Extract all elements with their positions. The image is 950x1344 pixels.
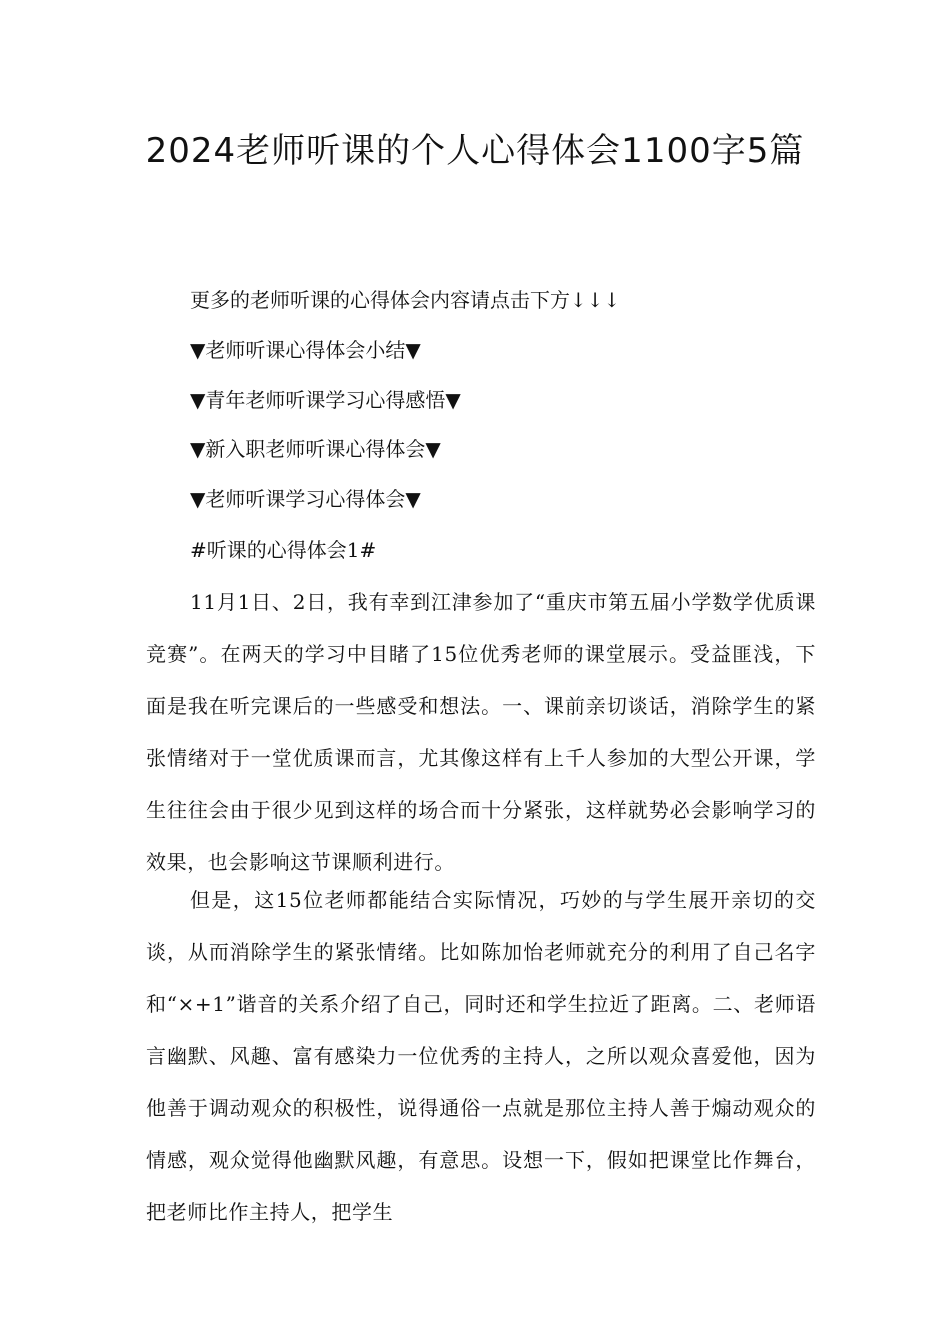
intro-text: 更多的老师听课的心得体会内容请点击下方↓↓↓ <box>190 288 621 312</box>
link-study[interactable]: ▼老师听课学习心得体会▼ <box>190 487 421 511</box>
paragraph-2: 但是，这15位老师都能结合实际情况，巧妙的与学生展开亲切的交谈，从而消除学生的紧张情绪。比如陈加怡老师就充分的利用了自己名字和“×+1”谐音的关系介绍了自己，同时还和学生拉近了距离。二、老师语言幽默、风趣、富有感染力一位优秀的主持人，之所以观众喜爱他，因为他善于调动观众的积极性，说得通俗一点就是那位主持人善于煽动观众的情感，观众觉得他幽默风趣，有意思。设想一下，假如把课堂比作舞台，把老师比作主持人，把学生 <box>146 888 816 1224</box>
document-title: 2024老师听课的个人心得体会1100字5篇 <box>145 131 805 171</box>
link-new-teacher[interactable]: ▼新入职老师听课心得体会▼ <box>190 437 441 461</box>
link-summary[interactable]: ▼老师听课心得体会小结▼ <box>190 338 421 362</box>
link-young-teacher[interactable]: ▼青年老师听课学习心得感悟▼ <box>190 388 461 412</box>
section-heading: #听课的心得体会1# <box>190 538 377 562</box>
paragraph-1: 11月1日、2日，我有幸到江津参加了“重庆市第五届小学数学优质课竞赛”。在两天的学习中目睹了15位优秀老师的课堂展示。受益匪浅，下面是我在听完课后的一些感受和想法。一、课前亲切谈话，消除学生的紧张情绪对于一堂优质课而言，尤其像这样有上千人参加的大型公开课，学生往往会由于很少见到这样的场合而十分紧张，这样就势必会影响学习的效果，也会影响这节课顺利进行。 <box>146 590 816 874</box>
